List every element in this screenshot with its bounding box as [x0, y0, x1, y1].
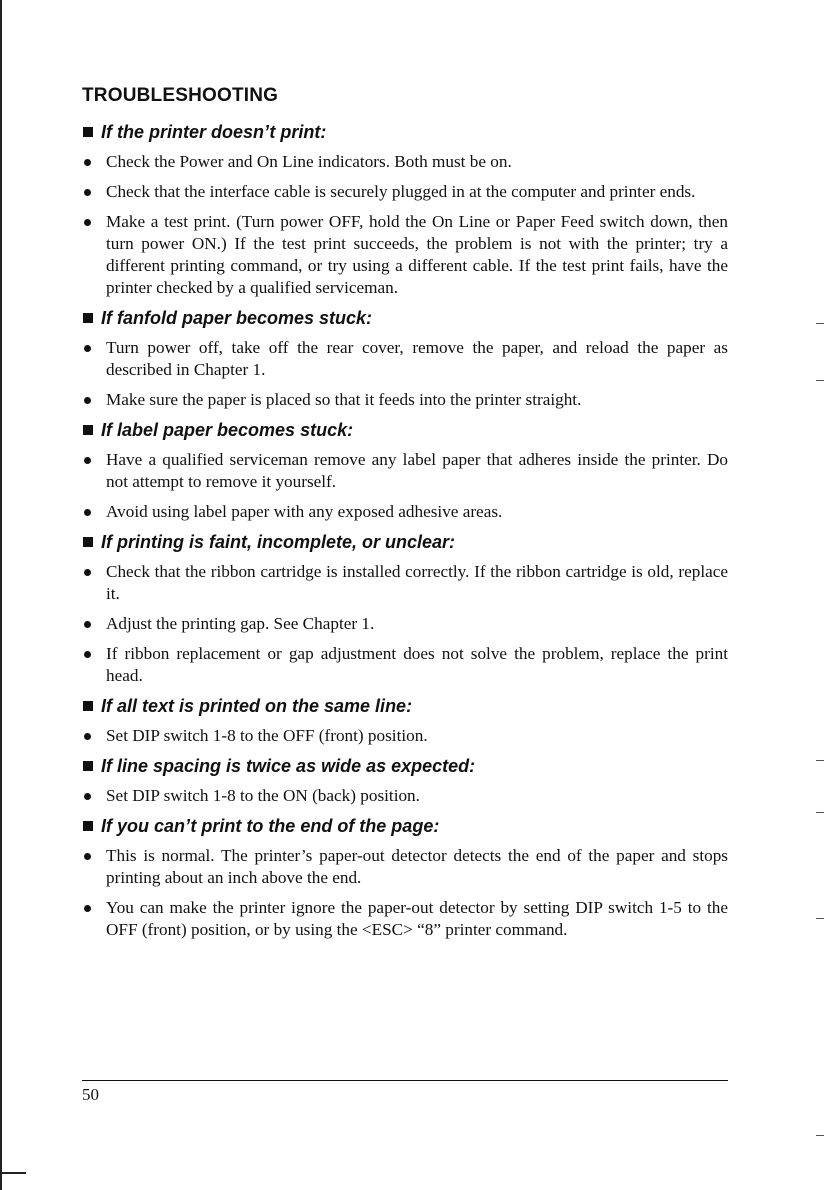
section-fanfold-paper-stuck	[82, 307, 728, 411]
section-heading	[82, 695, 728, 717]
bullet-list	[82, 725, 728, 747]
list-item: Set DIP switch 1-8 to the OFF (front) position.	[82, 725, 728, 747]
section-heading-text: If label paper becomes stuck:	[101, 420, 354, 440]
section-heading	[82, 755, 728, 777]
section-heading	[82, 531, 728, 553]
binding-mark	[0, 1172, 26, 1174]
list-item: Check the Power and On Line indicators. Both must be on.	[82, 151, 728, 173]
list-item: You can make the printer ignore the paper-out detector by setting DIP switch 1-5 to the OFF (front) position, or by using the <ESC> “8” printer command.	[82, 897, 728, 941]
square-bullet-icon	[83, 537, 93, 547]
section-heading-text: If printing is faint, incomplete, or unclear:	[101, 532, 456, 552]
list-item: This is normal. The printer’s paper-out detector detects the end of the paper and stops printing about an inch above the end.	[82, 845, 728, 889]
square-bullet-icon	[83, 425, 93, 435]
section-end-of-page	[82, 815, 728, 941]
section-heading-text: If the printer doesn’t print:	[101, 122, 327, 142]
list-item: Set DIP switch 1-8 to the ON (back) position.	[82, 785, 728, 807]
bullet-list	[82, 449, 728, 523]
page-title: TROUBLESHOOTING	[82, 85, 279, 106]
section-heading-text: If all text is printed on the same line:	[101, 696, 413, 716]
page-number: 50	[82, 1085, 99, 1104]
square-bullet-icon	[83, 821, 93, 831]
list-item: Make sure the paper is placed so that it feeds into the printer straight.	[82, 389, 728, 411]
section-heading-text: If line spacing is twice as wide as expected:	[101, 756, 476, 776]
list-item: Make a test print. (Turn power OFF, hold the On Line or Paper Feed switch down, then turn power ON.) If the test print succeeds, the problem is not with the printer; try a different printing command, or try using a different cable. If the test print fails, have the printer checked by a qualified serviceman.	[82, 211, 728, 299]
margin-mark	[816, 380, 824, 381]
margin-mark	[816, 323, 824, 324]
square-bullet-icon	[83, 127, 93, 137]
section-same-line	[82, 695, 728, 747]
list-item: Check that the ribbon cartridge is installed correctly. If the ribbon cartridge is old, replace it.	[82, 561, 728, 605]
list-item: If ribbon replacement or gap adjustment does not solve the problem, replace the print head.	[82, 643, 728, 687]
document-page	[82, 84, 728, 949]
section-label-paper-stuck	[82, 419, 728, 523]
list-item: Turn power off, take off the rear cover, remove the paper, and reload the paper as described in Chapter 1.	[82, 337, 728, 381]
square-bullet-icon	[83, 701, 93, 711]
section-heading	[82, 419, 728, 441]
list-item: Avoid using label paper with any exposed adhesive areas.	[82, 501, 728, 523]
bullet-list	[82, 845, 728, 941]
margin-mark	[816, 1135, 824, 1136]
bullet-list	[82, 337, 728, 411]
square-bullet-icon	[83, 313, 93, 323]
bullet-list	[82, 561, 728, 687]
section-heading	[82, 815, 728, 837]
list-item: Check that the interface cable is securely plugged in at the computer and printer ends.	[82, 181, 728, 203]
section-heading	[82, 121, 728, 143]
list-item: Have a qualified serviceman remove any label paper that adheres inside the printer. Do not attempt to remove it yourself.	[82, 449, 728, 493]
binding-edge	[0, 0, 2, 1190]
section-heading-text: If you can’t print to the end of the page:	[101, 816, 440, 836]
bullet-list	[82, 785, 728, 807]
footer-divider	[82, 1080, 728, 1081]
section-heading	[82, 307, 728, 329]
section-printer-doesnt-print	[82, 121, 728, 299]
section-heading-text: If fanfold paper becomes stuck:	[101, 308, 373, 328]
margin-mark	[816, 918, 824, 919]
bullet-list	[82, 151, 728, 299]
section-printing-faint	[82, 531, 728, 687]
margin-mark	[816, 760, 824, 761]
margin-mark	[816, 812, 824, 813]
list-item: Adjust the printing gap. See Chapter 1.	[82, 613, 728, 635]
section-line-spacing	[82, 755, 728, 807]
square-bullet-icon	[83, 761, 93, 771]
